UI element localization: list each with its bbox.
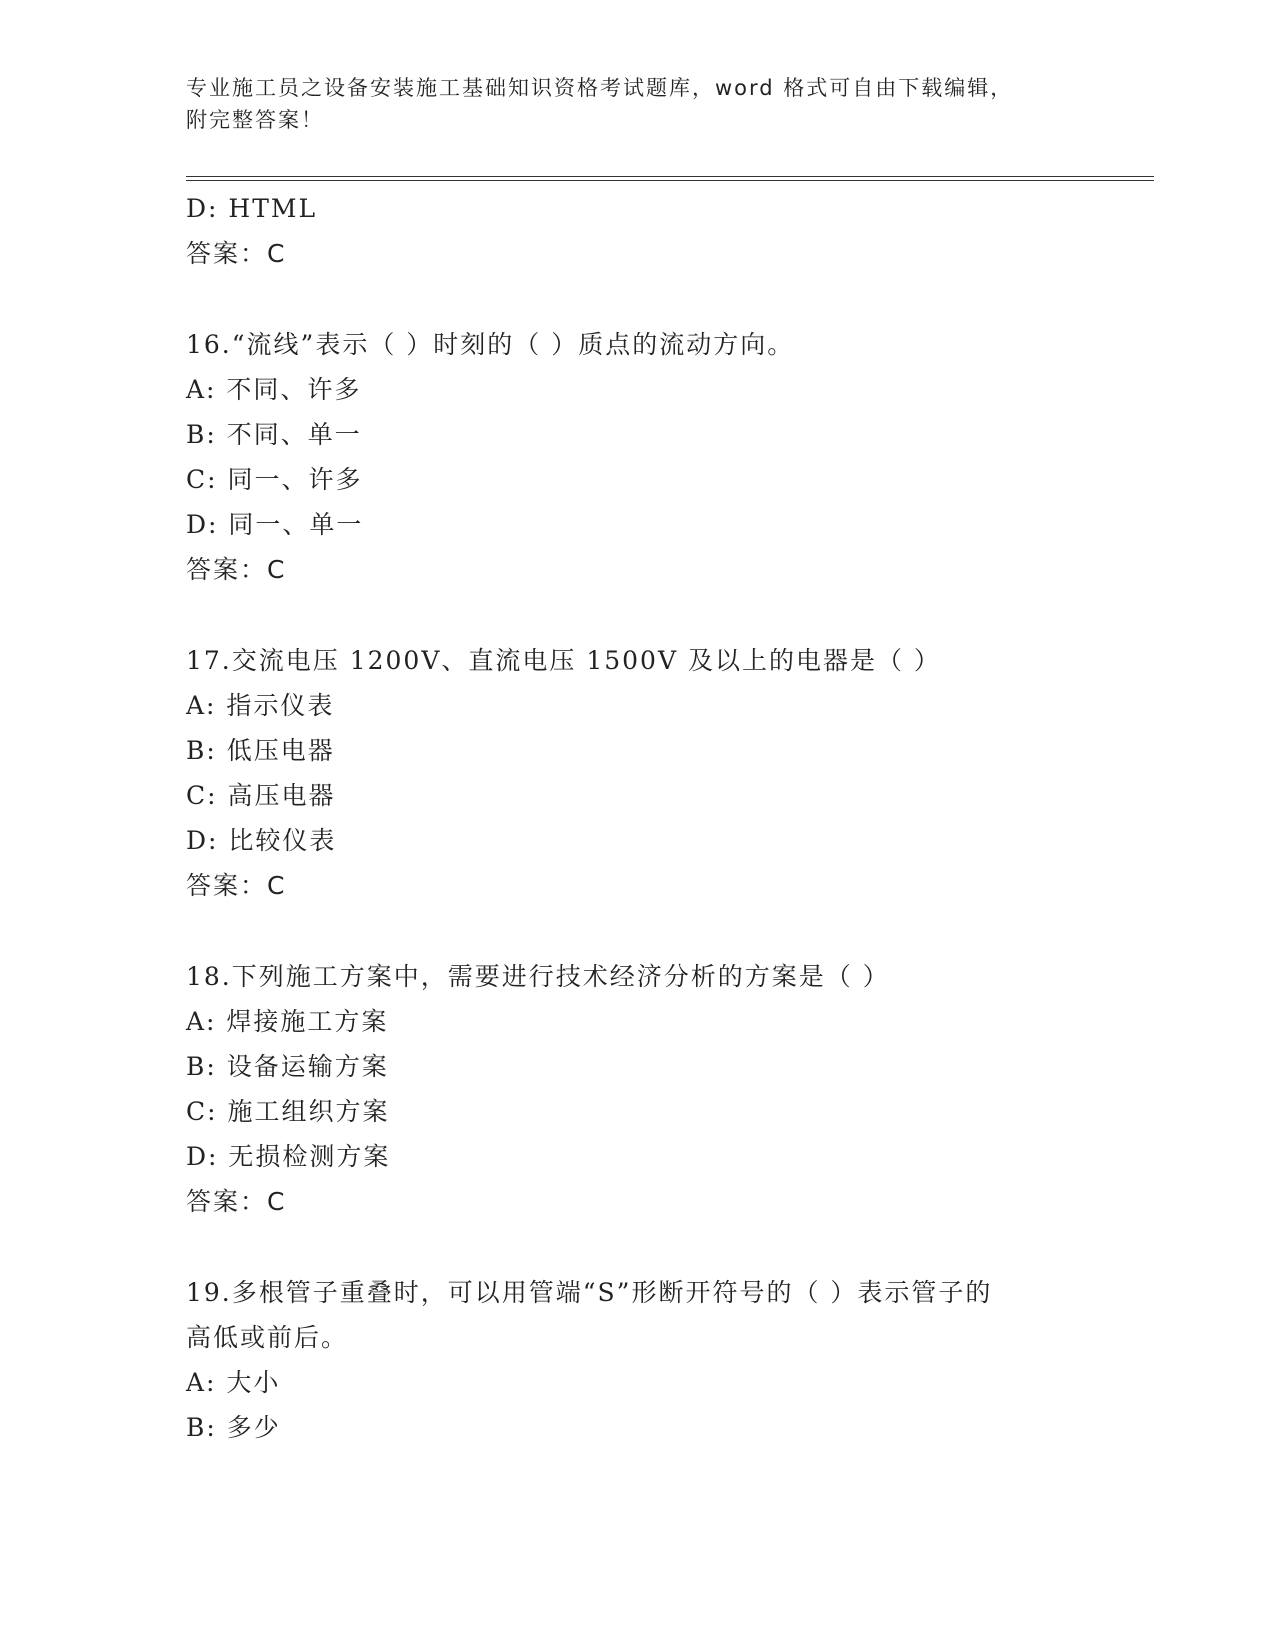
- question-text-line-2: 高低或前后。: [186, 1323, 349, 1352]
- document-header: [186, 72, 1066, 136]
- option-b: B: 不同、单一: [186, 420, 362, 449]
- option-b: B: 设备运输方案: [186, 1052, 389, 1081]
- option-b: B: 低压电器: [186, 736, 335, 765]
- option-a: A: 焊接施工方案: [186, 1007, 389, 1036]
- option-b: B: 多少: [186, 1413, 281, 1442]
- question-text: 17.交流电压 1200V、直流电压 1500V 及以上的电器是（ ）: [186, 646, 941, 675]
- header-rule-bottom: [186, 180, 1154, 181]
- question-18: [186, 954, 1086, 1224]
- previous-question-tail: [186, 186, 1086, 276]
- answer-line: 答案：C: [186, 871, 287, 900]
- option-c: C: 同一、许多: [186, 465, 363, 494]
- option-a: A: 不同、许多: [186, 375, 362, 404]
- option-a: A: 指示仪表: [186, 691, 335, 720]
- option-a: A: 大小: [186, 1368, 281, 1397]
- option-d: D: HTML: [186, 194, 318, 223]
- question-16: [186, 322, 1086, 592]
- question-17: [186, 638, 1086, 908]
- header-rule-top: [186, 176, 1154, 177]
- answer-line: 答案：C: [186, 239, 287, 268]
- answer-line: 答案：C: [186, 555, 287, 584]
- option-d: D: 同一、单一: [186, 510, 364, 539]
- option-d: D: 无损检测方案: [186, 1142, 391, 1171]
- option-d: D: 比较仪表: [186, 826, 337, 855]
- header-line-1: 专业施工员之设备安装施工基础知识资格考试题库，word 格式可自由下载编辑，: [186, 76, 1014, 100]
- question-text: 18.下列施工方案中，需要进行技术经济分析的方案是（ ）: [186, 962, 890, 991]
- question-19: [186, 1270, 1086, 1450]
- option-c: C: 施工组织方案: [186, 1097, 390, 1126]
- header-line-2: 附完整答案！: [186, 108, 324, 132]
- option-c: C: 高压电器: [186, 781, 336, 810]
- question-text: 16.“流线”表示（ ）时刻的（ ）质点的流动方向。: [186, 330, 795, 359]
- question-text-line-1: 19.多根管子重叠时，可以用管端“S”形断开符号的（ ）表示管子的: [186, 1278, 993, 1307]
- answer-line: 答案：C: [186, 1187, 287, 1216]
- question-list: [186, 186, 1086, 1450]
